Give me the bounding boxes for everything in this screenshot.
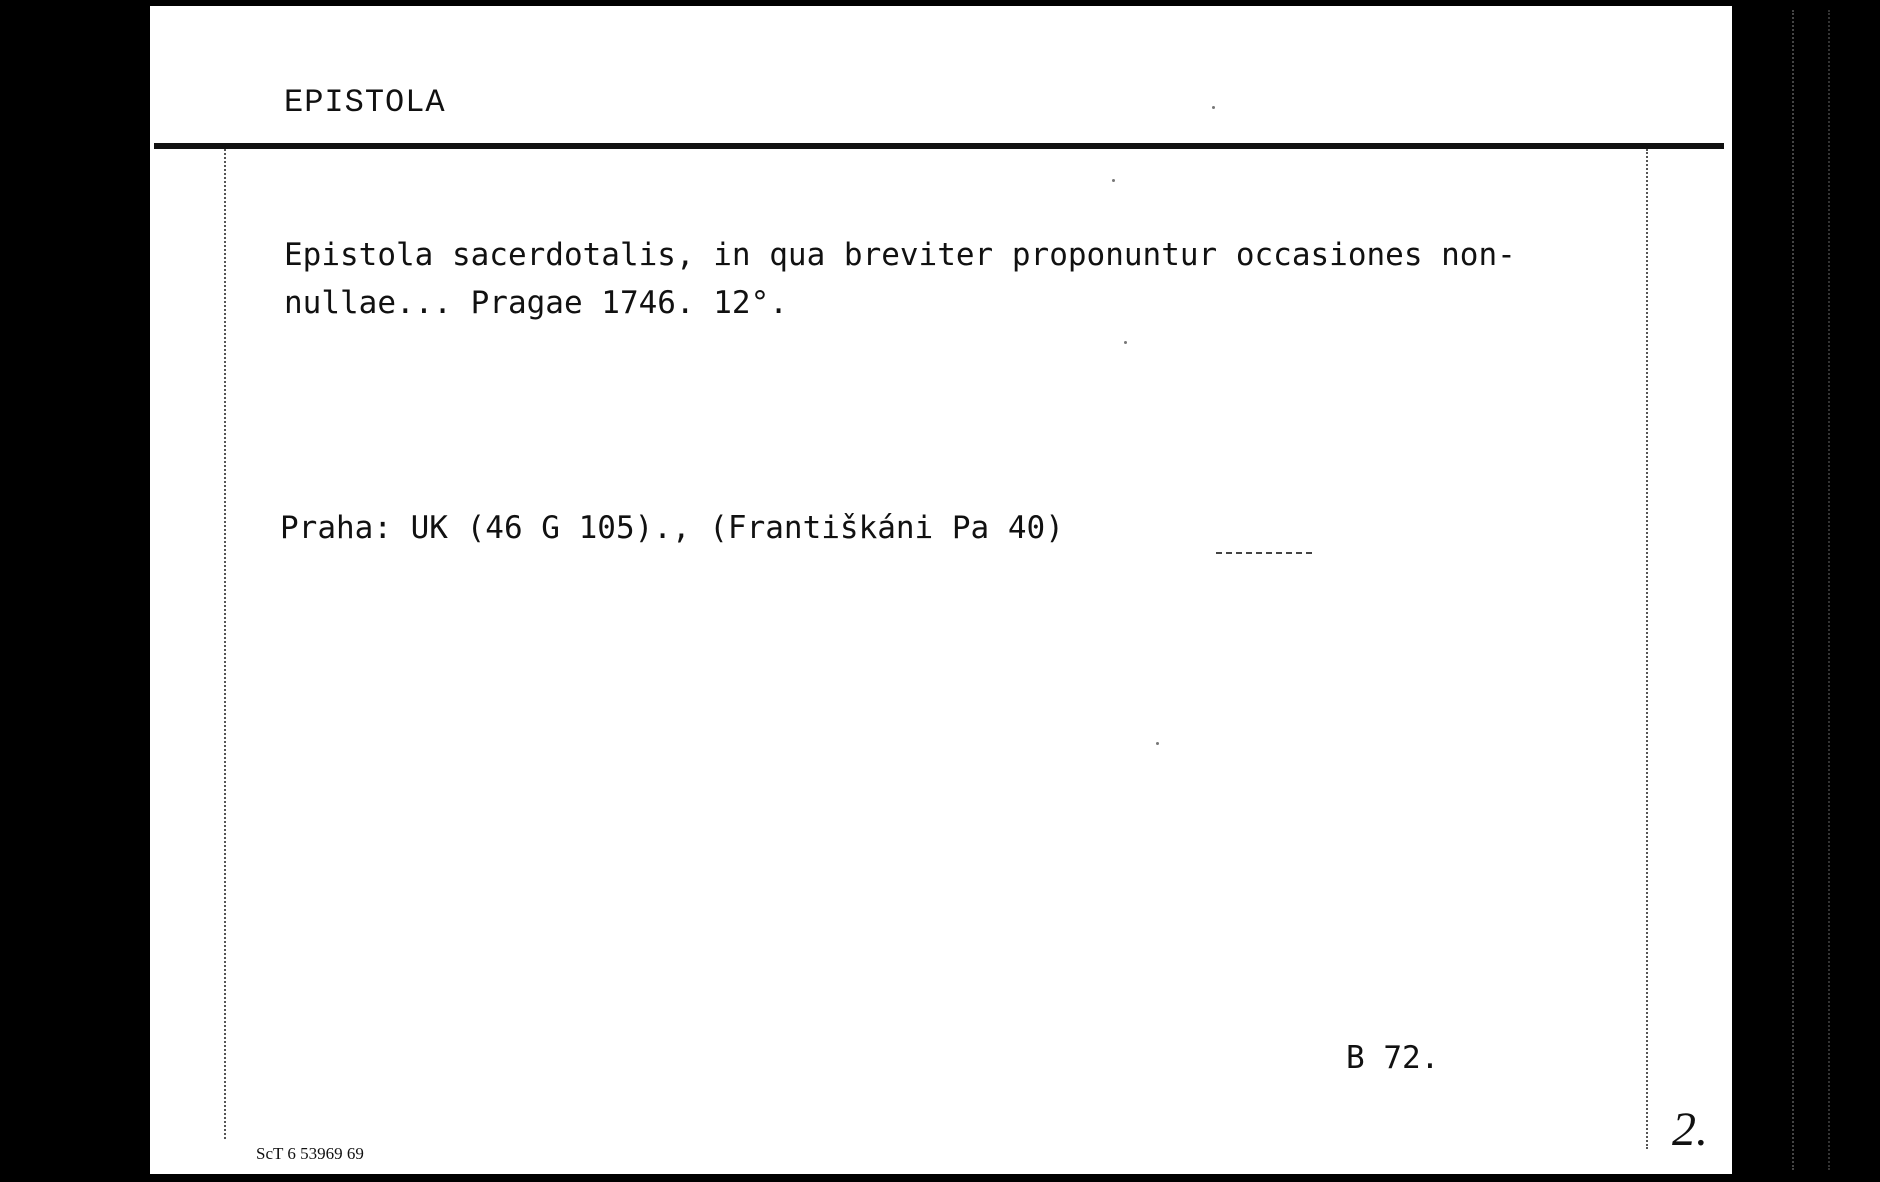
- printer-mark: ScT 6 53969 69: [256, 1144, 364, 1163]
- scan-edge-noise: [1792, 10, 1830, 1170]
- scan-speck: [1124, 341, 1127, 344]
- holdings-statement: Praha: UK (46 G 105)., (Františkáni Pa 40): [280, 510, 1064, 546]
- scan-speck: [1156, 742, 1159, 745]
- card-heading: EPISTOLA: [284, 84, 446, 121]
- scan-speck: [1212, 106, 1215, 109]
- heading-rule: [154, 143, 1724, 149]
- shelfmark-underline: [1216, 552, 1312, 554]
- bibliographic-entry: [284, 231, 1744, 327]
- entry-line-1: Epistola sacerdotalis, in qua breviter proponuntur occasiones non-: [284, 237, 1516, 273]
- catalog-card: [150, 6, 1732, 1174]
- handwritten-mark: 2.: [1672, 1103, 1708, 1156]
- entry-line-2: nullae... Pragae 1746. 12°.: [284, 285, 788, 321]
- scan-speck: [1112, 179, 1115, 182]
- left-margin-line: [224, 149, 226, 1139]
- call-number: B 72.: [1346, 1040, 1440, 1076]
